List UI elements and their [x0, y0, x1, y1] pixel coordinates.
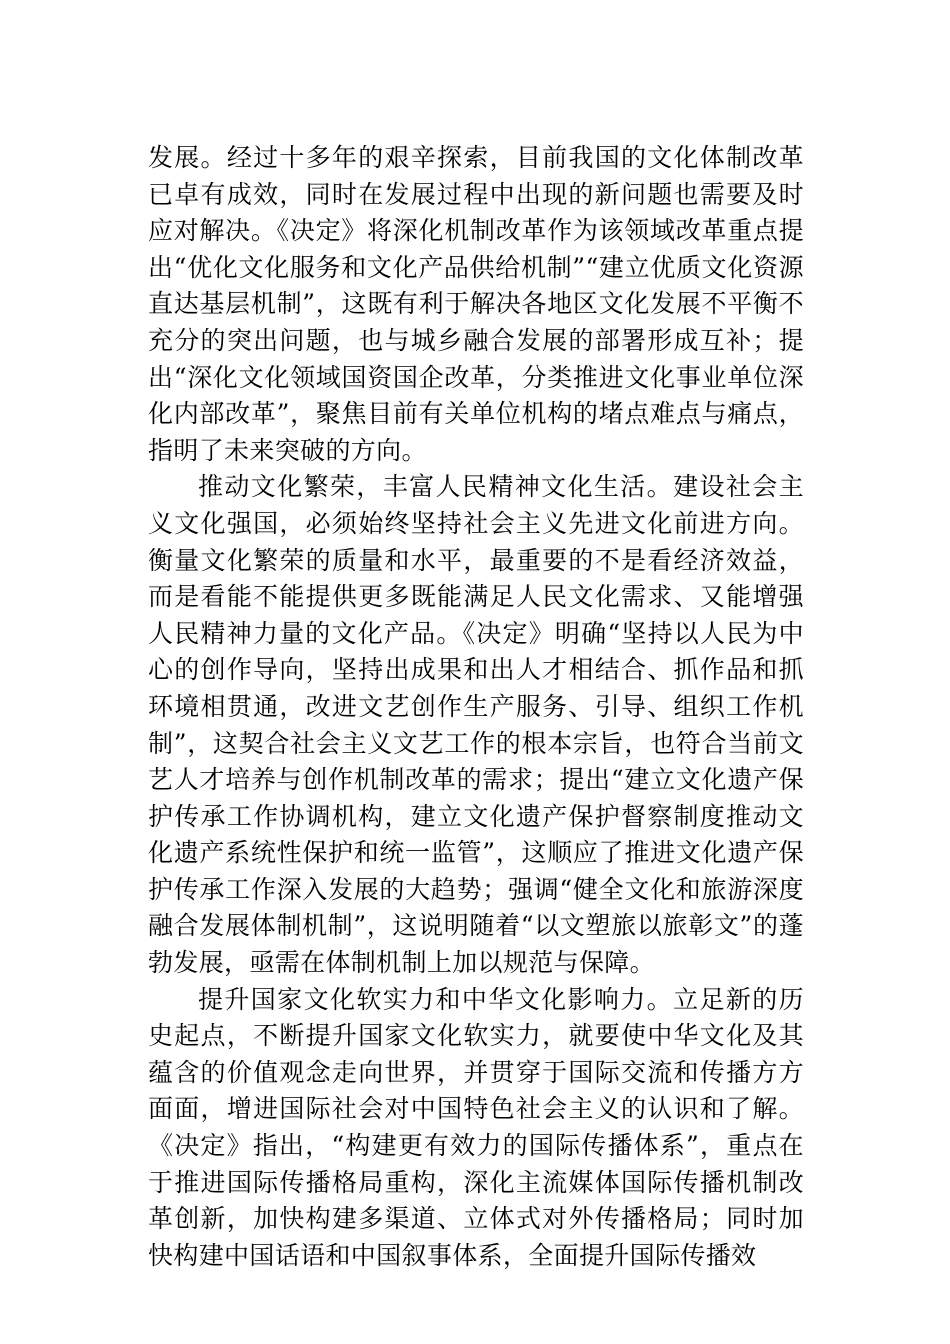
paragraph-soft-power: 提升国家文化软实力和中华文化影响力。立足新的历史起点，不断提升国家文化软实力，就要使中华文化及其蕴含的价值观念走向世界，并贯穿于国际交流和传播方方面面，增进国际社会对中国特色社会主义的认识和了解。《决定》指出，“构建更有效力的国际传播体系”，重点在于推进国际传播格局重构，深化主流媒体国际传播机制改革创新，加快构建多渠道、立体式对外传播格局；同时加快构建中国话语和中国叙事体系，全面提升国际传播效	[148, 984, 804, 1270]
paragraph-continued: 发展。经过十多年的艰辛探索，目前我国的文化体制改革已卓有成效，同时在发展过程中出现的新问题也需要及时应对解决。《决定》将深化机制改革作为该领域改革重点提出“优化文化服务和文化产品供给机制”“建立优质文化资源直达基层机制”，这既有利于解决各地区文化发展不平衡不充分的突出问题，也与城乡融合发展的部署形成互补；提出“深化文化领域国资国企改革，分类推进文化事业单位深化内部改革”，聚焦目前有关单位机构的堵点难点与痛点，指明了未来突破的方向。	[148, 143, 804, 465]
paragraph-cultural-prosperity: 推动文化繁荣，丰富人民精神文化生活。建设社会主义文化强国，必须始终坚持社会主义先进文化前进方向。衡量文化繁荣的质量和水平，最重要的不是看经济效益，而是看能不能提供更多既能满足人民文化需求、又能增强人民精神力量的文化产品。《决定》明确“坚持以人民为中心的创作导向，坚持出成果和出人才相结合、抓作品和抓环境相贯通，改进文艺创作生产服务、引导、组织工作机制”，这契合社会主义文艺工作的根本宗旨，也符合当前文艺人才培养与创作机制改革的需求；提出“建立文化遗产保护传承工作协调机构，建立文化遗产保护督察制度推动文化遗产系统性保护和统一监管”，这顺应了推进文化遗产保护传承工作深入发展的大趋势；强调“健全文化和旅游深度融合发展体制机制”，这说明随着“以文塑旅以旅彰文”的蓬勃发展，亟需在体制机制上加以规范与保障。	[148, 472, 804, 978]
document-body	[148, 140, 804, 1274]
